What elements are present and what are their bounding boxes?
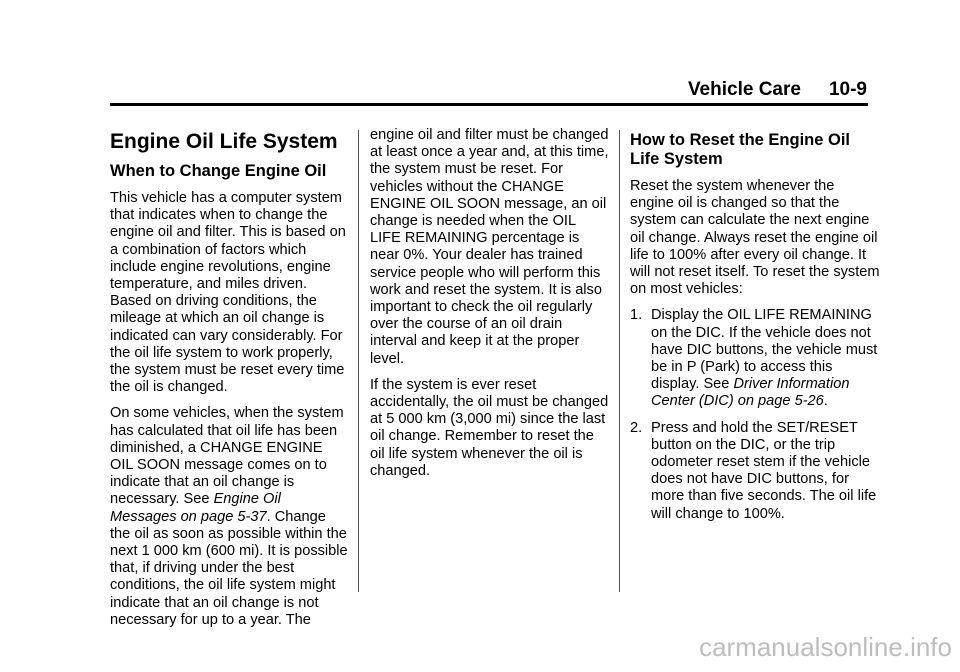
step-text: Press and hold the SET/RESET button on the DIC, or the trip odometer reset stem if the vehicle does not have DIC buttons, for more than five seconds. The oil life will change to 100%. [651, 419, 877, 522]
step-text: Display the OIL LIFE REMAINING on the DIC. If the vehicle does not have DIC buttons, the vehicle must be in P (Park) to access this display. See [651, 307, 878, 393]
paragraph: Reset the system whenever the engine oil is changed so that the system can calculate the next engine oil change. Always reset the engine oil life to 100% after every oil change. It will not reset itself. To reset the system on most vehicles: [630, 178, 880, 298]
section-title: Engine Oil Life System [110, 130, 338, 153]
paragraph-text: On some vehicles, when the system has calculated that oil life has been diminished, a CHANGE ENGINE OIL SOON message comes on to indicate that an oil change is necessary. See [110, 405, 344, 508]
list-item [630, 307, 880, 410]
step-number: 2. [630, 419, 643, 436]
step-text: . [823, 393, 828, 410]
step-number: 1. [630, 307, 643, 324]
column-left [110, 126, 348, 638]
subheading-reset: How to Reset the Engine Oil Life System [630, 131, 851, 168]
list-item [630, 420, 880, 523]
column-right [630, 126, 880, 532]
paragraph [110, 405, 348, 629]
cross-reference-link[interactable]: Engine Oil Messages on page 5-37 [110, 491, 281, 525]
header-page-number: 10-9 [828, 79, 867, 100]
column-divider [619, 130, 620, 592]
paragraph: engine oil and filter must be changed at least once a year and, at this time, the system must be reset. For vehicles without the CHANGE ENGINE OIL SOON message, an oil change is needed when the OIL LIFE REMAINING percentage is near 0%. Your dealer has trained service people who will perform this work and reset the system. It is also important to check the oil regularly over the course of an oil drain interval and keep it at the proper level. [370, 127, 609, 367]
column-middle [370, 127, 610, 489]
header-rule [110, 103, 868, 106]
column-divider [358, 130, 359, 592]
page-header [688, 79, 867, 101]
header-section-title: Vehicle Care [687, 79, 801, 100]
subheading-when-to-change: When to Change Engine Oil [110, 162, 327, 180]
paragraph-text: . Change the oil as soon as possible within the next 1 000 km (600 mi). It is possible that, if driving under the best conditions, the oil life system might indicate that an oil change is not necessary for up to a year. The [110, 508, 348, 628]
cross-reference-link[interactable]: Driver Information Center (DIC) on page 5-26 [651, 376, 850, 410]
watermark-footer: carmanualsonline.info [699, 632, 952, 662]
paragraph: This vehicle has a computer system that indicates when to change the engine oil and filter. This is based on a combination of factors which include engine revolutions, engine temperature, and miles driven. Based on driving conditions, the mileage at which an oil change is indicated can vary considerably. For the oil life system to work properly, the system must be reset every time the oil is changed. [110, 190, 346, 396]
paragraph: If the system is ever reset accidentally, the oil must be changed at 5 000 km (3,000 mi) since the last oil change. Remember to reset the oil life system whenever the oil is changed. [370, 376, 609, 479]
reset-steps-list [630, 307, 880, 522]
